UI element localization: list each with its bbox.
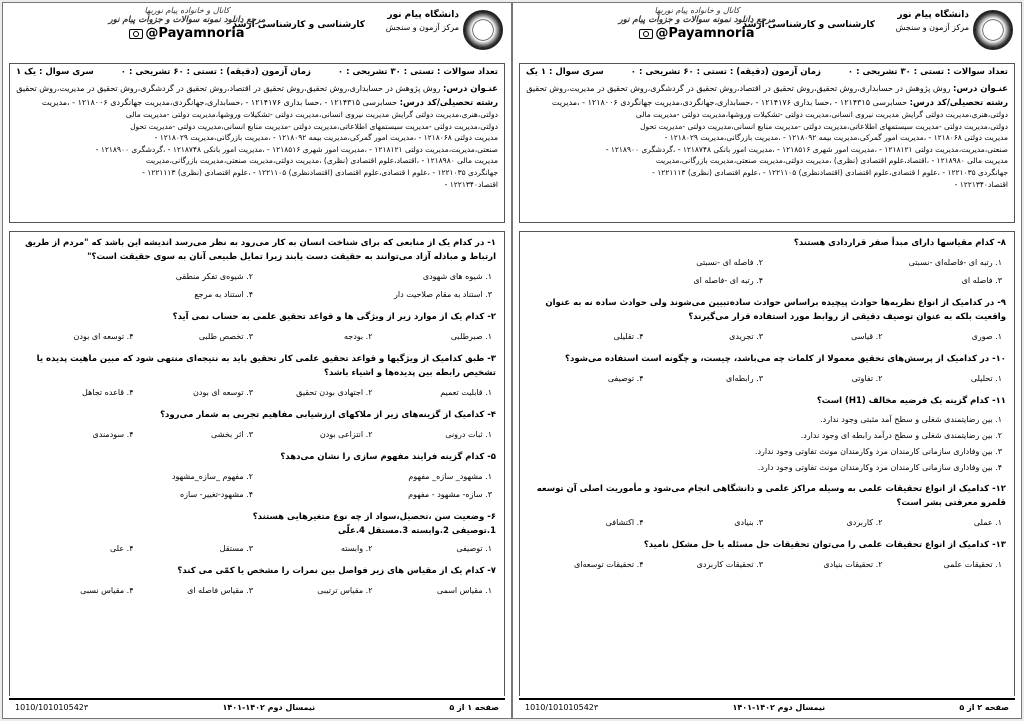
promo-line-1: کانال و خانواده پیام نوریها [654, 6, 740, 15]
question-item [18, 450, 496, 504]
program-label: کارشناسی و کارشناسی ارشد [232, 20, 365, 30]
course-title: عنـوان درس: روش پژوهش در حسابداری،روش تحقیق،روش تحقیق در اقتصاد،روش تحقیق در گردشگری،روش تحقیق در مدیریت،روش تحقیق [16, 84, 498, 94]
answer-options [528, 412, 1006, 476]
inline-choices: 1.توصیفی 2.وابسته 3.مستقل 4.علّی [337, 526, 496, 536]
answer-option[interactable]: ۳. رابطه‌ای [725, 374, 763, 383]
answer-options [18, 426, 496, 444]
answer-option[interactable]: ۲. کاربردی [846, 518, 883, 527]
answer-option[interactable]: ۴. مقیاس نسبی [80, 586, 134, 595]
answer-option[interactable]: ۴. قاعده تجاهل [82, 388, 134, 397]
question-item [528, 236, 1006, 290]
page-header [9, 6, 505, 58]
course-list: دولتی،هنری،مدیریت دولتی گرایش مدیریت نیروی انسانی،مدیریت دولتی -تشکیلات وروشها،مدیریت دولتی -مدیریت مالی دولتی،مدیریت دولتی -مدیریت سیستمهای اطلاعاتی،مدیریت دولتی -مدیریت منابع انسانی،مدیریت دولتی -مدیریت تحول مدیریت دولتی ۱۲۱۸۰۶۸ - ،مدیریت امور گمرکی،مدیریت بیمه ۱۲۱۸۰۹۲ - ،مدیریت بازرگانی،مدیریت ۱۲۱۸۰۲۹ - صنعتی،مدیریت،مدیریت دولتی ۱۲۱۸۱۲۱ - ،مدیریت امور شهری ۱۲۱۸۵۱۶ - ،مدیریت امور بانکی ۱۲۱۸۷۴۸ - ،گردشگری ۱۲۱۸۹۰۰ - مدیریت مالی ۱۲۱۸۹۸۰ - ،اقتصاد،علوم اقتصادی (نظری) ،مدیریت دولتی،مدیریت صنعتی،مدیریت بازرگانی،مدیریت جهانگردی ۱۲۲۱۰۳۵ - ،علوم ا قتصادی،علوم اقتصادی (اقتصادنظری) ۱۲۲۱۱۰۵ - ،علوم اقتصادی (نظری) ۱۲۲۱۱۱۳ - اقتصاد۱۲۲۱۳۴۰ - [605, 110, 1008, 189]
question-item [528, 352, 1006, 388]
question-item [528, 482, 1006, 532]
exam-meta-row [526, 67, 1008, 81]
question-item [528, 394, 1006, 476]
exam-info-box [9, 63, 505, 223]
question-text: ۶- وضعیت سن ،تحصیل،سواد از چه نوع متغیرهایی هستند؟ [252, 512, 496, 522]
answer-option[interactable]: ۴. تقلیلی [613, 332, 644, 341]
page-header [519, 6, 1015, 58]
question-text: ۸- کدام مقیاسها دارای مبدأ صفر قراردادی هستند؟ [793, 238, 1006, 248]
answer-option[interactable]: ۲. بین رضایتمندی شغلی و سطح درآمد رابطه ای وجود ندارد. [800, 431, 1002, 440]
course-code: رشته تحصیلی/کد درس: حسابرسی ۱۲۱۴۳۱۵ - ،حسا بداری ۱۲۱۴۱۷۶ - ،حسابداری،جهانگردی،مدیریت جهانگردی ۱۲۱۸۰۰۶ - ،مدیریت [41, 98, 498, 108]
channel-promo [87, 6, 287, 41]
term-label: نیمسال دوم ۱۴۰۲-۱۴۰۱ [222, 702, 316, 712]
question-count: تعداد سوالات : تستی : ۳۰ تشریحی : ۰ [337, 67, 498, 77]
promo-line-2: مرجع دانلود نمونه سوالات و جزوات پیام نور [108, 15, 266, 25]
answer-option[interactable]: ۳. مقیاس فاصله ای [187, 586, 253, 595]
answer-option[interactable]: ۲. تحقیقات بنیادی [823, 560, 883, 569]
exam-center-name: مرکز آزمون و سنجش [385, 23, 459, 32]
answer-option[interactable]: ۱. ثبات درونی [445, 430, 492, 439]
answer-option[interactable]: ۳. مستقل [219, 544, 253, 553]
answer-option[interactable]: ۳. توسعه ای بودن [193, 388, 253, 397]
university-logo-icon [463, 10, 503, 50]
question-text: ۱- در کدام یک از منابعی که برای شناخت انسان به کار می‌رود به نظر می‌رسد اندیشه این باشد که "مردم از طریق ارتباط و مبادله آزاد می‌توانند به حقیقت دست یابند زیرا تمایل طبیعی آنان به سوی حقیقت است؟" [25, 238, 496, 262]
camera-icon [639, 29, 653, 39]
question-text: ۳- طبق کدامیک از ویژگیها و قواعد تحقیق علمی کار تحقیق باید به نتیجه‌ای منتهی شود که مبین ماهیت پدیده یا تشخیص رابطه بین پدیده‌ها و اشیاء باشد؟ [36, 354, 496, 378]
answer-option[interactable]: ۲. شیوه‌ی تفکر منطقی [175, 272, 253, 281]
question-item [18, 352, 496, 402]
answer-options [528, 328, 1006, 346]
answer-option[interactable]: ۳. تجریدی [729, 332, 763, 341]
question-series: سری سوال : یک ۱ [16, 67, 94, 77]
answer-option[interactable]: ۱. تحقیقات علمی [943, 560, 1002, 569]
question-text: ۲- کدام یک از موارد زیر از ویژگی ها و قواعد تحقیق علمی به حساب نمی آید؟ [172, 312, 496, 322]
university-name: دانشگاه پیام نور [897, 10, 969, 20]
answer-option[interactable]: ۱. مشهود_ سازه_ مفهوم [408, 472, 492, 481]
course-code: رشته تحصیلی/کد درس: حسابرسی ۱۲۱۴۳۱۵ - ،حسا بداری ۱۲۱۴۱۷۶ - ،حسابداری،جهانگردی،مدیریت جهانگردی ۱۲۱۸۰۰۶ - ،مدیریت [551, 98, 1008, 108]
page-number: صفحه ۱ از ۵ [449, 702, 499, 712]
exam-center-name: مرکز آزمون و سنجش [895, 23, 969, 32]
exam-code: 1010/101010542۳ [525, 702, 599, 712]
channel-promo [597, 6, 797, 41]
promo-handle: @Payamnoria [597, 26, 797, 41]
promo-handle: @Payamnoria [87, 26, 287, 41]
answer-option[interactable]: ۲. قیاسی [851, 332, 883, 341]
answer-option[interactable]: ۳. بین وفاداری سازمانی کارمندان مرد وکارمندان مونث تفاوتی وجود ندارد. [754, 447, 1002, 456]
answer-option[interactable]: ۱. توصیفی [456, 544, 492, 553]
course-title: عنـوان درس: روش پژوهش در حسابداری،روش تحقیق،روش تحقیق در اقتصاد،روش تحقیق در گردشگری،روش تحقیق در مدیریت،روش تحقیق [526, 84, 1008, 94]
question-item [18, 408, 496, 444]
page-footer [9, 698, 505, 714]
answer-options [18, 328, 496, 346]
answer-option[interactable]: ۲. فاصله ای -نسبتی [696, 258, 763, 267]
question-text: ۴- کدامیک از گزینه‌های زیر از ملاکهای ارزشیابی مفاهیم تجربی به شمار می‌رود؟ [160, 410, 496, 420]
university-name: دانشگاه پیام نور [387, 10, 459, 20]
question-count: تعداد سوالات : تستی : ۳۰ تشریحی : ۰ [847, 67, 1008, 77]
answer-options [18, 268, 496, 304]
answer-option[interactable]: ۳. تخصص طلبی [198, 332, 253, 341]
question-item [18, 236, 496, 304]
answer-option[interactable]: ۳. بنیادی [734, 518, 763, 527]
answer-options [528, 514, 1006, 532]
exam-page-1 [2, 2, 512, 719]
answer-option[interactable]: ۴. تحقیقات توسعه‌ای [574, 560, 644, 569]
question-text: ۱۱- کدام گزینه یک فرضیه مخالف (H1) است؟ [816, 396, 1006, 406]
questions-section [519, 231, 1015, 696]
answer-options [18, 582, 496, 600]
answer-option[interactable]: ۱. صبرطلبی [450, 332, 492, 341]
answer-options [528, 254, 1006, 290]
question-item [528, 538, 1006, 574]
question-text: ۹- در کدامیک از انواع نظریه‌ها حوادث پیچیده براساس حوادث ساده‌تبیین می‌شوند ولی حوادث ساده نه به عنوان واقعیت بلکه به عنوان توصیف دقیقی از روابط مورد استفاده قرار می‌گیرند؟ [545, 298, 1006, 322]
answer-option[interactable]: ۲. اجتهادی بودن تحقیق [296, 388, 373, 397]
answer-options [18, 384, 496, 402]
exam-time: زمان آزمون (دقیقه) : تستی : ۶۰ تشریحی : ۰ [630, 67, 821, 77]
question-text: ۵- کدام گزینه فرایند مفهوم سازی را نشان می‌دهد؟ [280, 452, 496, 462]
answer-option[interactable]: ۳. اثر بخشی [211, 430, 253, 439]
answer-option[interactable]: ۱. رتبه ای -فاصله‌ای -نسبتی [908, 258, 1002, 267]
answer-option[interactable]: ۴. اکتشافی [605, 518, 644, 527]
answer-option[interactable]: ۴. استناد به مرجع [194, 290, 253, 299]
question-text: ۷- کدام یک از مقیاس های زیر فواصل بین نمرات را مشخص یا کمّی می کند؟ [177, 566, 496, 576]
exam-page-2 [512, 2, 1022, 719]
answer-option[interactable]: ۲. انتزاعی بودن [319, 430, 373, 439]
question-text: ۱۳- کدامیک از انواع تحقیقات علمی را می‌توان تحقیقات حل مسئله یا حل مشکل نامید؟ [643, 540, 1006, 550]
page-footer [519, 698, 1015, 714]
answer-options [18, 540, 496, 558]
answer-option[interactable]: ۳. فاصله ای [961, 276, 1002, 285]
question-series: سری سوال : ۱ یک [526, 67, 604, 77]
promo-line-1: کانال و خانواده پیام نوریها [144, 6, 230, 15]
answer-option[interactable]: ۴. رتبه ای -فاصله ای [693, 276, 763, 285]
answer-options [528, 556, 1006, 574]
answer-option[interactable]: ۳. استناد به مقام صلاحیت دار [394, 290, 492, 299]
answer-option[interactable]: ۱. عملی [973, 518, 1002, 527]
question-item [18, 310, 496, 346]
answer-option[interactable]: ۴. علی [110, 544, 134, 553]
answer-option[interactable]: ۱. مقیاس اسمی [436, 586, 492, 595]
university-logo-icon [973, 10, 1013, 50]
course-list: دولتی،هنری،مدیریت دولتی گرایش مدیریت نیروی انسانی،مدیریت دولتی -تشکیلات وروشها،مدیریت دولتی -مدیریت مالی دولتی،مدیریت دولتی -مدیریت سیستمهای اطلاعاتی،مدیریت دولتی -مدیریت منابع انسانی،مدیریت دولتی -مدیریت تحول مدیریت دولتی ۱۲۱۸۰۶۸ - ،مدیریت امور گمرکی،مدیریت بیمه ۱۲۱۸۰۹۲ - ،مدیریت بازرگانی،مدیریت ۱۲۱۸۰۲۹ - صنعتی،مدیریت،مدیریت دولتی ۱۲۱۸۱۲۱ - ،مدیریت امور شهری ۱۲۱۸۵۱۶ - ،مدیریت امور بانکی ۱۲۱۸۷۴۸ - ،گردشگری ۱۲۱۸۹۰۰ - مدیریت مالی ۱۲۱۸۹۸۰ - ،اقتصاد،علوم اقتصادی (نظری) ،مدیریت دولتی،مدیریت صنعتی،مدیریت بازرگانی،مدیریت جهانگردی ۱۲۲۱۰۳۵ - ،علوم ا قتصادی،علوم اقتصادی (اقتصادنظری) ۱۲۲۱۱۰۵ - ،علوم اقتصادی (نظری) ۱۲۲۱۱۱۳ - اقتصاد۱۲۲۱۳۴۰ - [95, 110, 498, 189]
term-label: نیمسال دوم ۱۴۰۲-۱۴۰۱ [732, 702, 826, 712]
answer-option[interactable]: ۱. تحلیلی [970, 374, 1002, 383]
answer-option[interactable]: ۲. مفهوم _سازه_مشهود [171, 472, 253, 481]
answer-option[interactable]: ۴. توصیفی [607, 374, 644, 383]
answer-option[interactable]: ۲. بودجه [343, 332, 373, 341]
answer-option[interactable]: ۳. تحقیقات کاربردی [696, 560, 763, 569]
answer-option[interactable]: ۴. توسعه ای بودن [73, 332, 134, 341]
questions-section [9, 231, 505, 696]
exam-meta-row [16, 67, 498, 81]
question-text: ۱۲- کدامیک از انواع تحقیقات علمی به وسیله مراکز علمی و دانشگاهی انجام می‌شود و مأموریت اصلی آن توسعه قلمرو معرفتی بشر است؟ [536, 484, 1006, 508]
question-item [18, 564, 496, 600]
answer-options [18, 468, 496, 504]
answer-option[interactable]: ۱. شیوه های شهودی [422, 272, 492, 281]
exam-code: 1010/101010542۳ [15, 702, 89, 712]
page-number: صفحه ۲ از ۵ [959, 702, 1009, 712]
answer-option[interactable]: ۴. مشهود-تغییر- سازه [179, 490, 253, 499]
promo-line-2: مرجع دانلود نمونه سوالات و جزوات پیام نور [618, 15, 776, 25]
answer-option[interactable]: ۲. وابسته [340, 544, 373, 553]
answer-option[interactable]: ۳. سازه- مشهود - مفهوم [408, 490, 492, 499]
answer-option[interactable]: ۱. بین رضایتمندی شغلی و سطح آمد مثبتی وجود ندارد. [820, 415, 1002, 424]
program-label: کارشناسی و کارشناسی ارشد [742, 20, 875, 30]
answer-option[interactable]: ۲. تفاوتی [851, 374, 883, 383]
answer-option[interactable]: ۲. مقیاس ترتیبی [317, 586, 373, 595]
exam-time: زمان آزمون (دقیقه) : تستی : ۶۰ تشریحی : ۰ [120, 67, 311, 77]
question-item [18, 510, 496, 558]
camera-icon [129, 29, 143, 39]
answer-option[interactable]: ۱. صوری [971, 332, 1002, 341]
question-item [528, 296, 1006, 346]
answer-options [528, 370, 1006, 388]
exam-info-box [519, 63, 1015, 223]
answer-option[interactable]: ۱. قابلیت تعمیم [440, 388, 492, 397]
answer-option[interactable]: ۴. بین وفاداری سازمانی کارمندان مرد وکارمندان مونث تفاوتی وجود دارد. [757, 463, 1002, 472]
answer-option[interactable]: ۴. سودمندی [92, 430, 134, 439]
question-text: ۱۰- در کدامیک از پرسش‌های تحقیق معمولا از کلمات چه می‌باشد، چیست، و چگونه است استفاده می‌شود؟ [565, 354, 1006, 364]
